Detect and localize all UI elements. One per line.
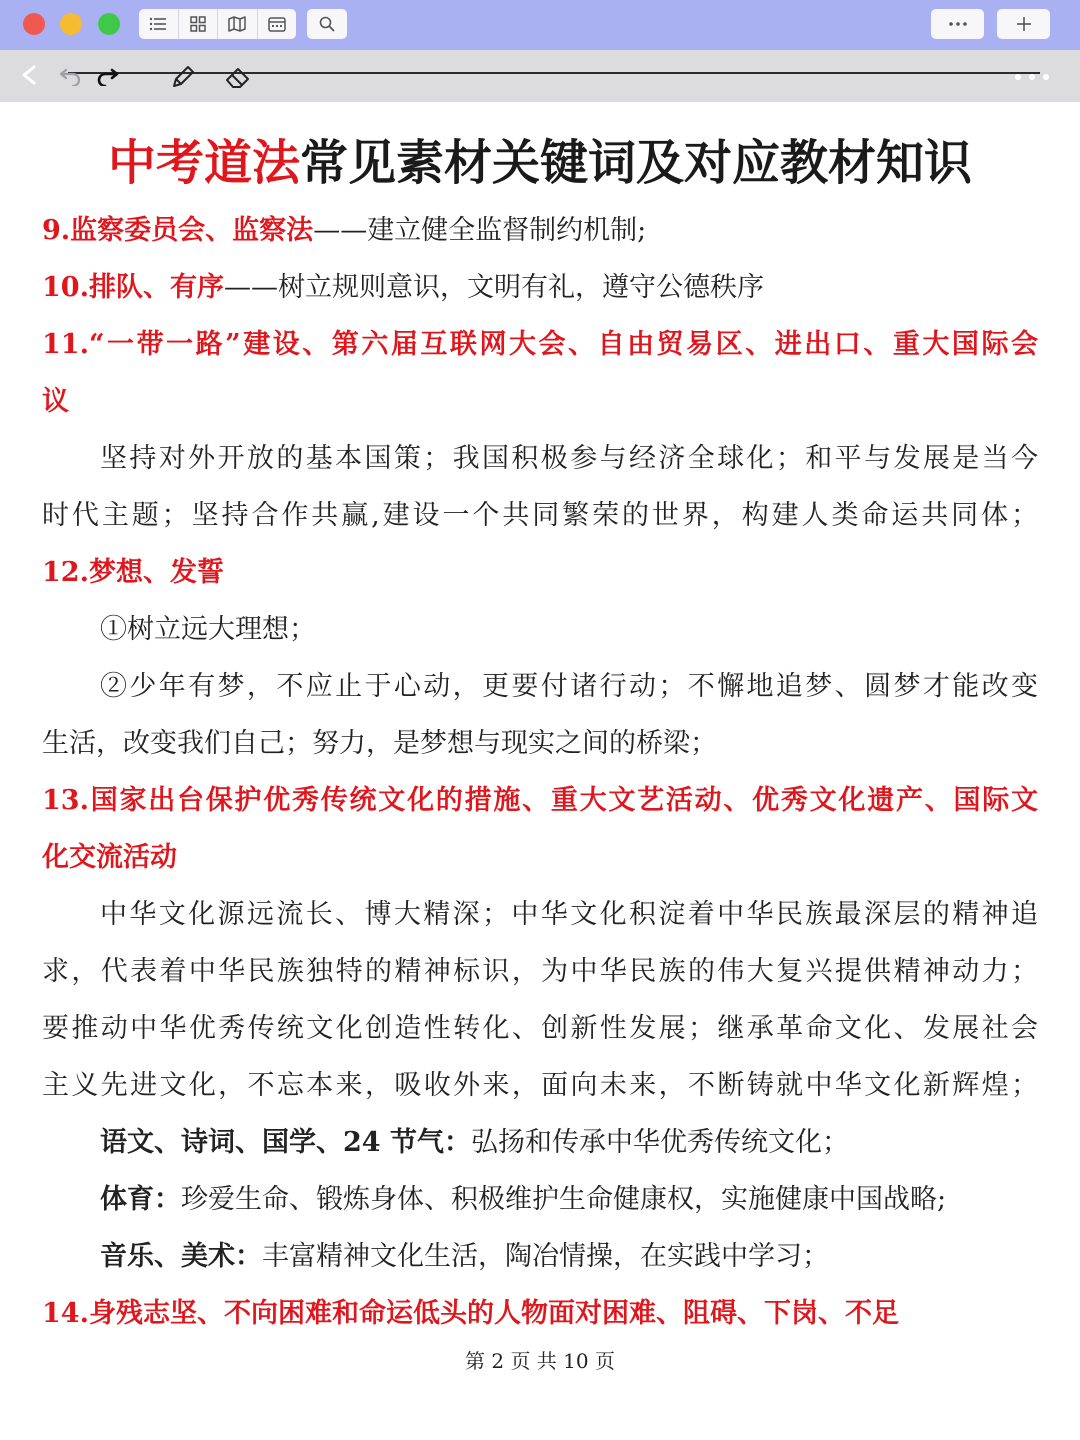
- search-icon: [319, 16, 335, 32]
- title-highlight: 中考道法: [107, 135, 300, 191]
- item-12-point-1: ①树立远大理想；: [100, 614, 316, 645]
- minimize-window-button[interactable]: [60, 13, 82, 35]
- item-13-chinese-subjects: [100, 1123, 1080, 1163]
- pencil-icon[interactable]: [170, 64, 196, 90]
- grid-icon: [190, 16, 206, 32]
- undo-icon[interactable]: [58, 66, 82, 86]
- book-view-button[interactable]: [218, 9, 258, 39]
- item-9-knowledge: ——建立健全监督制约机制;: [313, 215, 647, 246]
- page-number: 第 2 页 共 10 页: [465, 1349, 615, 1373]
- map-icon: [228, 16, 246, 32]
- item-10-keyword: 10.排队、有序: [42, 272, 224, 303]
- add-button[interactable]: [997, 9, 1050, 39]
- item-11-paragraph-line-2: 时代主题；坚持合作共赢,建设一个共同繁荣的世界，构建人类命运共同体；: [42, 500, 1038, 531]
- item-14-heading-line-1: 14.身残志坚、不向困难和命运低头的人物面对困难、阻碍、下岗、不足: [42, 1298, 899, 1329]
- chinese-subjects-text: 弘扬和传承中华优秀传统文化；: [470, 1127, 849, 1158]
- chinese-subjects-label: 语文、诗词、国学、24 节气：: [100, 1127, 471, 1158]
- calendar-view-button[interactable]: [258, 9, 297, 39]
- item-9-keyword: 9.监察委员会、监察法: [42, 215, 314, 246]
- eraser-icon[interactable]: [224, 64, 252, 90]
- page-title: [0, 132, 1080, 194]
- sports-label: 体育：: [100, 1184, 181, 1215]
- overflow-dots-icon[interactable]: [1014, 73, 1054, 81]
- sports-text: 珍爱生命、锻炼身体、积极维护生命健康权，实施健康中国战略;: [181, 1184, 947, 1215]
- item-13-heading-line-1: 13.国家出台保护优秀传统文化的措施、重大文艺活动、优秀文化遗产、国际文: [42, 785, 1038, 816]
- item-10-knowledge: ——树立规则意识，文明有礼，遵守公德秩序: [223, 272, 764, 303]
- item-11-heading-line-2: 议: [42, 386, 69, 417]
- redo-icon[interactable]: [96, 66, 120, 86]
- item-13-heading-line-2: 化交流活动: [42, 842, 177, 873]
- maximize-window-button[interactable]: [98, 13, 120, 35]
- item-13-paragraph-line-2: 求，代表着中华民族独特的精神标识，为中华民族的伟大复兴提供精神动力；: [42, 956, 1038, 987]
- item-11-paragraph-line-1: 坚持对外开放的基本国策；我国积极参与经济全球化；和平与发展是当今: [100, 443, 1038, 474]
- music-art-label: 音乐、美术：: [100, 1241, 262, 1272]
- list-icon: [149, 16, 167, 32]
- item-9: [42, 211, 1042, 251]
- toolbar-divider-line: [68, 72, 1040, 74]
- item-12-heading: 12.梦想、发誓: [42, 557, 224, 588]
- title-rest: 常见素材关键词及对应教材知识: [300, 135, 973, 191]
- window-titlebar: [0, 0, 1080, 50]
- music-art-text: 丰富精神文化生活，陶冶情操，在实践中学习；: [262, 1241, 829, 1272]
- close-window-button[interactable]: [23, 13, 45, 35]
- item-11-heading-line-1: 11.“一带一路”建设、第六届互联网大会、自由贸易区、进出口、重大国际会: [42, 329, 1038, 360]
- grid-view-button[interactable]: [179, 9, 219, 39]
- item-10: [42, 268, 1042, 308]
- edit-toolbar: [0, 50, 1080, 102]
- item-12-point-2-line-2: 生活，改变我们自己；努力，是梦想与现实之间的桥梁；: [42, 728, 717, 759]
- item-13-sports: [100, 1180, 1080, 1220]
- item-13-paragraph-line-3: 要推动中华优秀传统文化创造性转化、创新性发展；继承革命文化、发展社会: [42, 1013, 1038, 1044]
- item-13-paragraph-line-1: 中华文化源远流长、博大精深；中华文化积淀着中华民族最深层的精神追: [100, 899, 1038, 930]
- back-chevron-icon[interactable]: [20, 65, 38, 85]
- view-mode-group: [139, 9, 296, 39]
- item-13-music-art: [100, 1237, 1080, 1277]
- list-view-button[interactable]: [139, 9, 179, 39]
- search-button[interactable]: [307, 9, 347, 39]
- calendar-icon: [268, 16, 286, 32]
- item-12-point-2-line-1: ②少年有梦，不应止于心动，更要付诸行动；不懈地追梦、圆梦才能改变: [100, 671, 1038, 702]
- more-options-button[interactable]: [931, 9, 984, 39]
- item-13-paragraph-line-4: 主义先进文化，不忘本来，吸收外来，面向未来，不断铸就中华文化新辉煌；: [42, 1070, 1038, 1101]
- ellipsis-icon: [948, 21, 968, 27]
- plus-icon: [1015, 15, 1033, 33]
